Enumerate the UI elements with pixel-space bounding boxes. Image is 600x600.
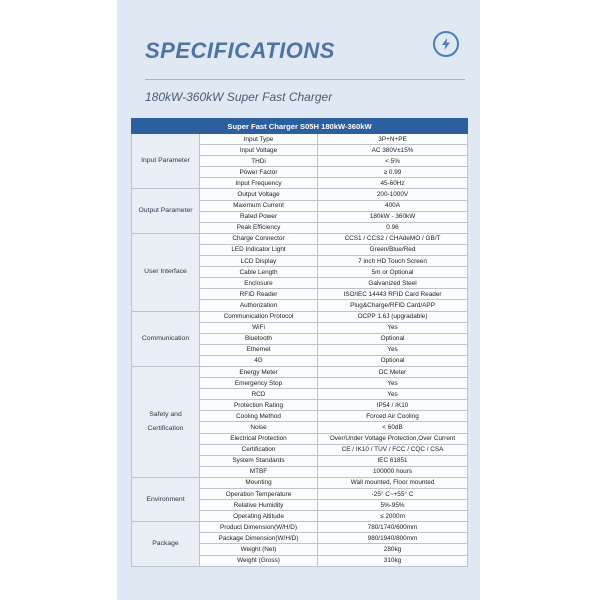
value-cell: Yes: [318, 378, 468, 389]
lightning-bolt-glyph: [439, 37, 453, 51]
category-cell: Input Parameter: [132, 134, 200, 189]
param-cell: Communication Protocol: [200, 311, 318, 322]
param-cell: Certification: [200, 444, 318, 455]
value-cell: 0.96: [318, 222, 468, 233]
param-cell: LCD Display: [200, 256, 318, 267]
value-cell: 3P+N+PE: [318, 134, 468, 145]
param-cell: Weight (Gross): [200, 555, 318, 566]
value-cell: Yes: [318, 344, 468, 355]
value-cell: DC Meter: [318, 366, 468, 377]
value-cell: Forced Air Cooling: [318, 411, 468, 422]
value-cell: Galvanized Steel: [318, 278, 468, 289]
param-cell: Input Type: [200, 134, 318, 145]
value-cell: 100000 hours: [318, 466, 468, 477]
value-cell: Wall mounted, Floor mounted: [318, 477, 468, 488]
param-cell: Cable Length: [200, 267, 318, 278]
value-cell: Green/Blue/Red: [318, 244, 468, 255]
param-cell: Maximum Current: [200, 200, 318, 211]
param-cell: Operating Altitude: [200, 511, 318, 522]
value-cell: < 60dB: [318, 422, 468, 433]
category-cell: Package: [132, 522, 200, 566]
param-cell: 4G: [200, 355, 318, 366]
param-cell: Relative Humidity: [200, 500, 318, 511]
param-cell: MTBF: [200, 466, 318, 477]
value-cell: 280kg: [318, 544, 468, 555]
value-cell: 180kW - 360kW: [318, 211, 468, 222]
param-cell: RFID Reader: [200, 289, 318, 300]
page-title: SPECIFICATIONS: [145, 38, 335, 63]
param-cell: LED Indicator Light: [200, 244, 318, 255]
value-cell: ISO/IEC 14443 RFID Card Reader: [318, 289, 468, 300]
spec-sheet: [117, 0, 480, 600]
value-cell: 5%-95%: [318, 500, 468, 511]
page-subtitle: 180kW-360kW Super Fast Charger: [145, 90, 333, 104]
param-cell: Package Dimension(W/H/D): [200, 533, 318, 544]
param-cell: Rated Power: [200, 211, 318, 222]
table-row: [132, 134, 468, 145]
value-cell: Over/Under Voltage Protection,Over Current: [318, 433, 468, 444]
value-cell: 400A: [318, 200, 468, 211]
param-cell: System Standards: [200, 455, 318, 466]
table-row: [132, 233, 468, 244]
param-cell: Protection Rating: [200, 400, 318, 411]
param-cell: Input Frequency: [200, 178, 318, 189]
value-cell: Optional: [318, 355, 468, 366]
category-cell: Output Parameter: [132, 189, 200, 233]
param-cell: Mounting: [200, 477, 318, 488]
param-cell: Output Voltage: [200, 189, 318, 200]
param-cell: Power Factor: [200, 167, 318, 178]
param-cell: Authorization: [200, 300, 318, 311]
param-cell: Product Dimension(W/H/D): [200, 522, 318, 533]
value-cell: < 5%: [318, 156, 468, 167]
value-cell: 310kg: [318, 555, 468, 566]
param-cell: Ethernet: [200, 344, 318, 355]
table-row: [132, 189, 468, 200]
heading-divider: [145, 79, 465, 80]
category-cell: Environment: [132, 477, 200, 521]
value-cell: OCPP 1.6J (upgradable): [318, 311, 468, 322]
param-cell: Noise: [200, 422, 318, 433]
param-cell: WiFi: [200, 322, 318, 333]
lightning-bolt-icon: [433, 31, 459, 57]
value-cell: Optional: [318, 333, 468, 344]
param-cell: Bluetooth: [200, 333, 318, 344]
table-row: [132, 366, 468, 377]
param-cell: Operation Temperature: [200, 489, 318, 500]
spec-table: [131, 118, 468, 567]
value-cell: Yes: [318, 389, 468, 400]
value-cell: 45-60Hz: [318, 178, 468, 189]
value-cell: 200-1000V: [318, 189, 468, 200]
param-cell: Weight (Net): [200, 544, 318, 555]
param-cell: Enclosure: [200, 278, 318, 289]
param-cell: Electrical Protection: [200, 433, 318, 444]
param-cell: Cooling Method: [200, 411, 318, 422]
value-cell: CE / IK10 / TUV / FCC / CQC / CSA: [318, 444, 468, 455]
value-cell: CCS1 / CCS2 / CHAdeMO / GB/T: [318, 233, 468, 244]
value-cell: Yes: [318, 322, 468, 333]
param-cell: RCD: [200, 389, 318, 400]
param-cell: Input Voltage: [200, 145, 318, 156]
param-cell: Peak Efficiency: [200, 222, 318, 233]
value-cell: 7 inch HD Touch Screen: [318, 256, 468, 267]
value-cell: IEC 61851: [318, 455, 468, 466]
param-cell: Emergency Stop: [200, 378, 318, 389]
value-cell: AC 380V±15%: [318, 145, 468, 156]
table-row: [132, 311, 468, 322]
value-cell: IP54 / IK10: [318, 400, 468, 411]
table-row: [132, 522, 468, 533]
table-row: [132, 477, 468, 488]
category-cell: User Interface: [132, 233, 200, 311]
table-header-row: [132, 119, 468, 134]
value-cell: Plug&Charge/RFID Card/APP: [318, 300, 468, 311]
value-cell: ≥ 0.99: [318, 167, 468, 178]
table-header: Super Fast Charger S05H 180kW-360kW: [132, 119, 468, 134]
category-cell: Safety and Certification: [132, 366, 200, 477]
value-cell: -25° C~+55° C: [318, 489, 468, 500]
value-cell: ≤ 2000m: [318, 511, 468, 522]
param-cell: Energy Meter: [200, 366, 318, 377]
param-cell: Charge Connector: [200, 233, 318, 244]
value-cell: 5m or Optional: [318, 267, 468, 278]
value-cell: 780/1740/600mm: [318, 522, 468, 533]
category-cell: Communication: [132, 311, 200, 366]
value-cell: 980/1940/800mm: [318, 533, 468, 544]
param-cell: THDi: [200, 156, 318, 167]
